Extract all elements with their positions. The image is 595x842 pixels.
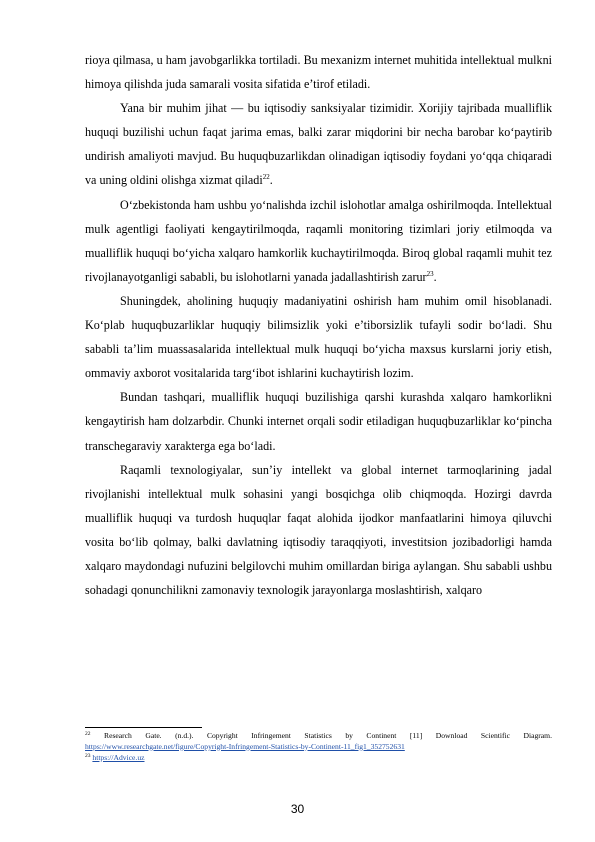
paragraph-1-text: rioya qilmasa, u ham javobgarlikka tortiladi. Bu mexanizm internet muhitida intellektual mulkni himoya qilishda juda samarali vosita sifatida e’tirof etiladi.: [85, 53, 552, 92]
paragraph-6-text: Raqamli texnologiyalar, sun’iy intellekt va global internet tarmoqlarining jadal rivojlanishi intellektual mulk sohasini yangi bosqichga olib chiqmoqda. Hozirgi davrda mualliflik huquqi va turdosh huquqlar faqat alohida ijodkor manfaatlarini himoya qiluvchi vosita bo‘lib qolmay, balki davlatning iqtisodiy taraqqiyoti, investitsion jozibadorligi hamda xalqaro maydondagi nufuzini belgilovchi muhim omillardan biriga aylangan. Shu sababli ushbu sohadagi qonunchilikni zamonaviy texnologik jarayonlarga moslashtirish, xalqaro: [85, 462, 552, 598]
paragraph-2-text: Yana bir muhim jihat — bu iqtisodiy sanksiyalar tizimidir. Xorijiy tajribada mualliflik huquqi buzilishi uchun faqat jarima emas, balki zarar miqdorini bir necha barobar ko‘paytirib undirish amaliyoti mavjud. Bu huquqbuzarlikdan olinadigan iqtisodiy foydani yo‘qqa chiqaradi va uning oldini olishga xizmat qiladi: [85, 101, 552, 188]
body-text: [85, 48, 552, 602]
paragraph-3-tail: .: [433, 269, 437, 284]
footnote-ref-23[interactable]: 23: [426, 269, 434, 278]
paragraph-2-tail: .: [269, 173, 273, 188]
paragraph-2: [85, 96, 552, 192]
footnote-text: Research Gate. (n.d.). Copyright Infringement Statistics by Continent [11] Download Scientific Diagram.: [104, 731, 552, 740]
footnote-number: 22: [85, 731, 91, 737]
paragraph-5-text: Bundan tashqari, mualliflik huquqi buzilishiga qarshi kurashda xalqaro hamkorlikni kengaytirish ham dolzarbdir. Chunki internet orqali sodir etiladigan huquqbuzarliklar ko‘pincha transchegaraviy xarakterga ega bo‘ladi.: [85, 390, 552, 453]
paragraph-6: [85, 458, 552, 603]
footnote-link[interactable]: https://Advice.uz: [92, 753, 145, 762]
footnote-22: [85, 731, 552, 752]
footnote-ref-22[interactable]: 22: [262, 173, 270, 182]
paragraph-3: [85, 193, 552, 289]
footnote-link[interactable]: https://www.researchgate.net/figure/Copyright-Infringement-Statistics-by-Continent-11_fig1_352752631: [85, 741, 405, 751]
paragraph-3-text: O‘zbekistonda ham ushbu yo‘nalishda izchil islohotlar amalga oshirilmoqda. Intellektual mulk agentligi faoliyati kengaytirilmoqda, raqamli monitoring tizimlari joriy etilmoqda va mualliflik huquqi bo‘yicha xalqaro hamkorlik kuchaytirilmoqda. Biroq global raqamli muhit tez rivojlanayotganligi sababli, bu islohotlarni yanada jadallashtirish zarur: [85, 197, 552, 284]
paragraph-5: [85, 385, 552, 457]
page-number: 30: [290, 802, 305, 816]
footnote-23: [85, 753, 552, 764]
paragraph-1: [85, 48, 552, 96]
footnote-separator: [85, 727, 202, 728]
paragraph-4-text: Shuningdek, aholining huquqiy madaniyatini oshirish ham muhim omil hisoblanadi. Ko‘plab huquqbuzarliklar huquqiy bilimsizlik yoki e’tiborsizlik tufayli sodir bo‘ladi. Shu sababli ta’lim muassasalarida intellektual mulk huquqi bo‘yicha maxsus kurslarni joriy etish, ommaviy axborot vositalarida targ‘ibot ishlarini kuchaytirish lozim.: [85, 293, 552, 381]
paragraph-4: [85, 289, 552, 385]
footnote-number: 23: [85, 753, 91, 759]
